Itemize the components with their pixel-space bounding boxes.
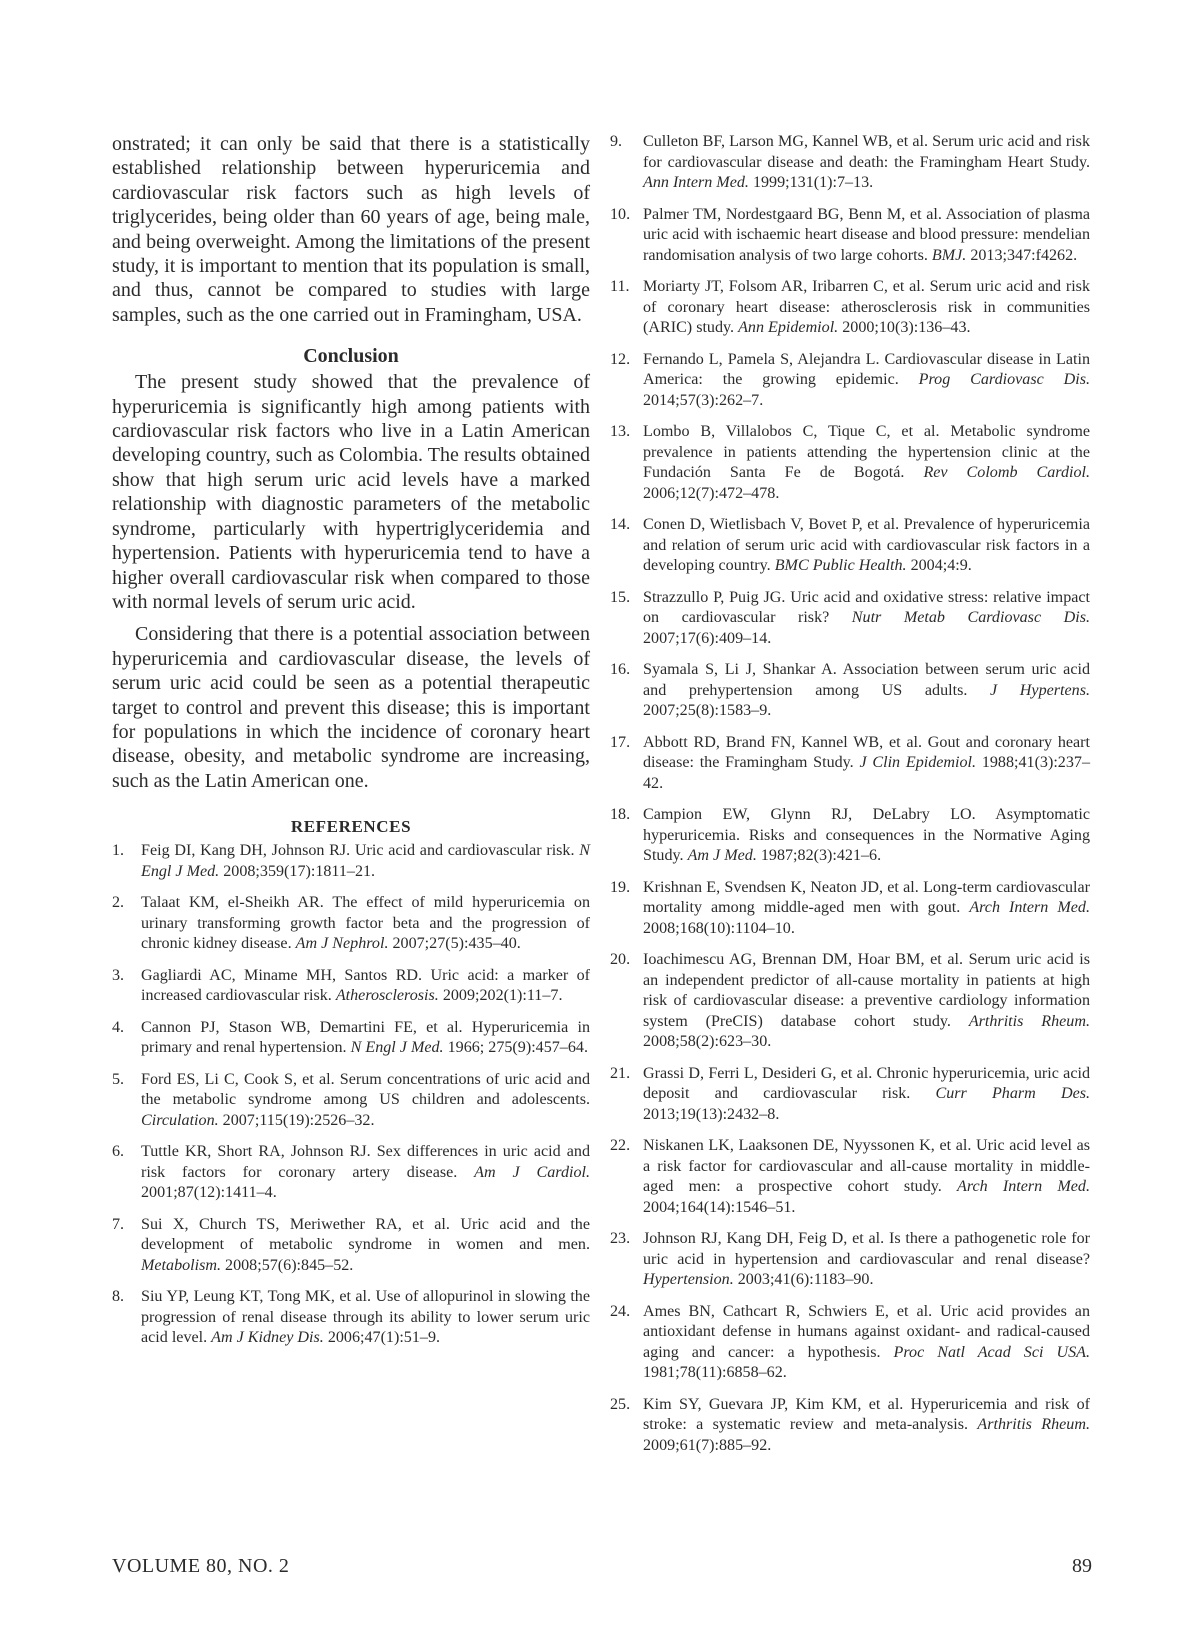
reference-number: 12. — [610, 350, 631, 368]
reference-number: 22. — [610, 1137, 631, 1154]
reference-citation: 2000;10(3):136–43. — [838, 319, 971, 336]
reference-item — [610, 1136, 1090, 1218]
reference-item — [112, 1215, 590, 1277]
reference-journal: Ann Epidemiol. — [738, 319, 839, 336]
reference-item — [610, 515, 1090, 577]
footer-volume: VOLUME 80, NO. 2 — [112, 1555, 290, 1577]
reference-citation: 2008;58(2):623–30. — [643, 1033, 772, 1050]
reference-text: Johnson RJ, Kang DH, Feig D, et al. Is there a pathogenetic role for uric acid in hypertension and cardiovascular and renal disease? — [643, 1230, 1090, 1268]
reference-citation: 2013;347:f4262. — [966, 246, 1078, 264]
reference-journal: Am J Cardiol. — [474, 1163, 591, 1181]
reference-item — [610, 132, 1090, 194]
reference-text: Lombo B, Villalobos C, Tique C, et al. Metabolic syndrome prevalence in patients attending the hypertension clinic at the Fundación Santa Fe de Bogotá. — [643, 423, 1090, 481]
reference-citation: 2014;57(3):262–7. — [643, 391, 764, 409]
reference-number: 23. — [610, 1230, 631, 1247]
reference-text: Gagliardi AC, Miname MH, Santos RD. Uric acid: a marker of increased cardiovascular risk. — [141, 966, 590, 1005]
reference-text: Moriarty JT, Folsom AR, Iribarren C, et al. Serum uric acid and risk of coronary heart disease: atherosclerosis risk in communities (ARIC) study. — [643, 278, 1090, 336]
reference-journal: Am J Kidney Dis. — [211, 1329, 324, 1347]
reference-journal: Arthritis Rheum. — [977, 1416, 1090, 1433]
reference-text: Syamala S, Li J, Shankar A. Association between serum uric acid and prehypertension among US adults. — [643, 661, 1090, 699]
reference-item — [610, 733, 1090, 795]
reference-journal: Prog Cardiovasc Dis. — [918, 371, 1090, 388]
reference-journal: Curr Pharm Des. — [935, 1085, 1091, 1102]
reference-number: 24. — [610, 1302, 631, 1320]
reference-journal: Arch Intern Med. — [969, 899, 1090, 916]
reference-number: 25. — [610, 1395, 631, 1413]
references-heading: REFERENCES — [290, 817, 412, 837]
reference-item — [610, 950, 1090, 1053]
reference-citation: 2001;87(12):1411–4. — [141, 1184, 277, 1202]
reference-journal: N Engl J Med. — [350, 1039, 444, 1057]
reference-number: 6. — [112, 1143, 125, 1161]
reference-citation: 2006;47(1):51–9. — [323, 1329, 441, 1347]
reference-journal: BMC Public Health. — [774, 557, 907, 574]
reference-number: 8. — [112, 1288, 125, 1306]
reference-number: 2. — [112, 894, 125, 912]
reference-number: 19. — [610, 878, 631, 896]
reference-item — [610, 422, 1090, 504]
reference-item — [610, 350, 1090, 412]
reference-text: Abbott RD, Brand FN, Kannel WB, et al. Gout and coronary heart disease: the Framingham Study. — [643, 733, 1090, 771]
reference-number: 5. — [112, 1070, 125, 1088]
reference-journal: Arch Intern Med. — [956, 1178, 1090, 1195]
reference-journal: Am J Med. — [687, 847, 757, 864]
body-paragraph: onstrated; it can only be said that there is a statistically established relationship between hyperuricemia and cardiovascular risk factors such as high levels of triglycerides, being older than 60 years of age, being male, and being overweight. Among the limitations of the present study, it is important to mention that its population is small, and thus, cannot be compared to studies with large samples, such as the one carried out in Framingham, USA. — [112, 133, 590, 326]
reference-text: Ford ES, Li C, Cook S, et al. Serum concentrations of uric acid and the metabolic syndrome among US children and adolescents. — [141, 1070, 590, 1109]
reference-number: 1. — [112, 842, 125, 860]
reference-item — [610, 878, 1090, 940]
reference-number: 20. — [610, 951, 631, 968]
reference-item — [610, 205, 1090, 267]
reference-text: Strazzullo P, Puig JG. Uric acid and oxidative stress: relative impact on cardiovascular risk? — [643, 588, 1090, 626]
reference-journal: Atherosclerosis. — [335, 987, 439, 1005]
reference-item — [610, 588, 1090, 650]
reference-item — [112, 1287, 590, 1349]
section-heading-conclusion: Conclusion — [303, 345, 399, 368]
reference-citation: 2003;41(6):1183–90. — [733, 1271, 874, 1288]
reference-citation: 2008;168(10):1104–10. — [643, 919, 795, 937]
reference-citation: 2007;27(5):435–40. — [388, 935, 521, 953]
reference-citation: 1966; 275(9):457–64. — [443, 1039, 588, 1057]
reference-number: 18. — [610, 806, 631, 823]
reference-journal: N Engl J Med. — [141, 842, 590, 880]
reference-journal: J Hypertens. — [990, 681, 1090, 699]
reference-item — [112, 841, 590, 882]
reference-journal: Arthritis Rheum. — [968, 1012, 1090, 1030]
reference-number: 14. — [610, 516, 631, 533]
reference-journal: Proc Natl Acad Sci USA. — [893, 1343, 1090, 1361]
reference-text: Krishnan E, Svendsen K, Neaton JD, et al. Long-term cardiovascular mortality among middle-aged men with gout. — [643, 878, 1090, 916]
reference-number: 17. — [610, 733, 631, 751]
reference-number: 9. — [610, 133, 623, 150]
reference-citation: 2004;164(14):1546–51. — [643, 1198, 796, 1216]
reference-number: 21. — [610, 1064, 631, 1082]
reference-number: 10. — [610, 205, 631, 223]
reference-journal: Nutr Metab Cardiovasc Dis. — [851, 609, 1090, 626]
left-column — [112, 132, 590, 1360]
reference-item — [112, 1018, 590, 1059]
body-paragraph: Considering that there is a potential association between hyperuricemia and cardiovascular disease, the levels of serum uric acid could be seen as a potential therapeutic target to control and prevent this disease; this is important for populations in which the incidence of coronary heart disease, obesity, and metabolic syndrome are increasing, such as the Latin American one. — [112, 623, 590, 792]
reference-citation: 2008;57(6):845–52. — [221, 1256, 354, 1274]
reference-text: Cannon PJ, Stason WB, Demartini FE, et al. Hyperuricemia in primary and renal hypertension. — [141, 1018, 590, 1057]
reference-text: Campion EW, Glynn RJ, DeLabry LO. Asymptomatic hyperuricemia. Risks and consequences in the Normative Aging Study. — [643, 806, 1090, 864]
reference-item — [112, 966, 590, 1007]
reference-item — [610, 1229, 1090, 1291]
reference-journal: Circulation. — [141, 1111, 219, 1129]
reference-text: Fernando L, Pamela S, Alejandra L. Cardiovascular disease in Latin America: the growing epidemic. — [643, 350, 1090, 388]
reference-number: 3. — [112, 966, 125, 984]
reference-citation: 2007;17(6):409–14. — [643, 629, 772, 647]
reference-text: Sui X, Church TS, Meriwether RA, et al. Uric acid and the development of metabolic syndrome in women and men. — [141, 1215, 590, 1254]
reference-citation: 2009;61(7):885–92. — [643, 1436, 772, 1454]
reference-citation: 2013;19(13):2432–8. — [643, 1105, 780, 1123]
reference-text: Kim SY, Guevara JP, Kim KM, et al. Hyperuricemia and risk of stroke: a systematic review and meta-analysis. — [643, 1395, 1090, 1433]
reference-citation: 2006;12(7):472–478. — [643, 484, 780, 502]
reference-journal: Metabolism. — [141, 1256, 222, 1274]
reference-number: 7. — [112, 1215, 125, 1233]
reference-text: Culleton BF, Larson MG, Kannel WB, et al. Serum uric acid and risk for cardiovascular disease and death: the Framingham Heart Study. — [643, 133, 1090, 171]
reference-journal: Rev Colomb Cardiol. — [923, 464, 1091, 481]
reference-text: Tuttle KR, Short RA, Johnson RJ. Sex differences in uric acid and risk factors for coronary artery disease. — [141, 1143, 590, 1181]
reference-item — [610, 277, 1090, 339]
reference-item — [610, 1395, 1090, 1457]
body-paragraph: The present study showed that the prevalence of hyperuricemia is significantly high among patients with cardiovascular risk factors who live in a Latin American developing country, such as Colombia. The results obtained show that high serum uric acid levels have a marked relationship with diagnostic parameters of the metabolic syndrome, particularly with hypertriglyceridemia and hypertension. Patients with hyperuricemia tend to have a higher overall cardiovascular risk when compared to those with normal levels of serum uric acid. — [112, 371, 590, 613]
reference-text: Siu YP, Leung KT, Tong MK, et al. Use of allopurinol in slowing the progression of renal disease through its ability to lower serum uric acid level. — [141, 1288, 590, 1347]
reference-item — [610, 805, 1090, 867]
reference-item — [610, 660, 1090, 722]
reference-number: 15. — [610, 588, 631, 606]
reference-number: 13. — [610, 423, 631, 440]
reference-text: Talaat KM, el-Sheikh AR. The effect of mild hyperuricemia on urinary transforming growth factor beta and the progression of chronic kidney disease. — [141, 894, 590, 953]
reference-citation: 1988;41(3):237–42. — [643, 754, 1090, 792]
reference-citation: 2008;359(17):1811–21. — [219, 862, 376, 880]
reference-citation: 2009;202(1):11–7. — [438, 987, 563, 1005]
reference-text: Grassi D, Ferri L, Desideri G, et al. Chronic hyperuricemia, uric acid deposit and cardiovascular risk. — [643, 1064, 1090, 1102]
reference-text: Ames BN, Cathcart R, Schwiers E, et al. Uric acid provides an antioxidant defense in humans against oxidant- and radical-caused aging and cancer: a hypothesis. — [643, 1302, 1090, 1361]
reference-citation: 2007;25(8):1583–9. — [643, 702, 772, 719]
reference-journal: BMJ. — [931, 246, 967, 264]
reference-item — [112, 1070, 590, 1132]
reference-text: Palmer TM, Nordestgaard BG, Benn M, et al. Association of plasma uric acid with ischaemic heart disease and blood pressure: mendelian randomisation analysis of two large cohorts. — [643, 205, 1090, 264]
reference-journal: Am J Nephrol. — [295, 935, 389, 953]
reference-text: Feig DI, Kang DH, Johnson RJ. Uric acid and cardiovascular risk. — [141, 842, 580, 860]
reference-number: 4. — [112, 1018, 125, 1036]
reference-item — [112, 1142, 590, 1204]
right-column — [610, 132, 1090, 1467]
reference-journal: Ann Intern Med. — [643, 174, 749, 191]
reference-journal: J Clin Epidemiol. — [859, 754, 977, 771]
reference-citation: 1981;78(11):6858–62. — [643, 1364, 787, 1381]
reference-text: Conen D, Wietlisbach V, Bovet P, et al. Prevalence of hyperuricemia and relation of serum uric acid with cardiovascular risk factors in a developing country. — [643, 516, 1090, 574]
reference-number: 11. — [610, 278, 630, 295]
reference-item — [610, 1064, 1090, 1126]
page-number: 89 — [1072, 1555, 1092, 1577]
reference-journal: Hypertension. — [643, 1271, 734, 1288]
reference-citation: 1987;82(3):421–6. — [756, 847, 882, 864]
reference-citation: 2007;115(19):2526–32. — [218, 1111, 375, 1129]
reference-citation: 2004;4:9. — [906, 557, 972, 574]
reference-citation: 1999;131(1):7–13. — [748, 174, 874, 191]
reference-item — [610, 1302, 1090, 1384]
reference-item — [112, 893, 590, 955]
reference-text: Ioachimescu AG, Brennan DM, Hoar BM, et al. Serum uric acid is an independent predictor of all-cause mortality in patients at high risk of cardiovascular disease: a preventive cardiology information system (PreCIS) database cohort study. — [643, 951, 1090, 1030]
reference-text: Niskanen LK, Laaksonen DE, Nyyssonen K, et al. Uric acid level as a risk factor for cardiovascular and all-cause mortality in middle-aged men: a prospective cohort study. — [643, 1137, 1090, 1195]
reference-number: 16. — [610, 661, 631, 678]
